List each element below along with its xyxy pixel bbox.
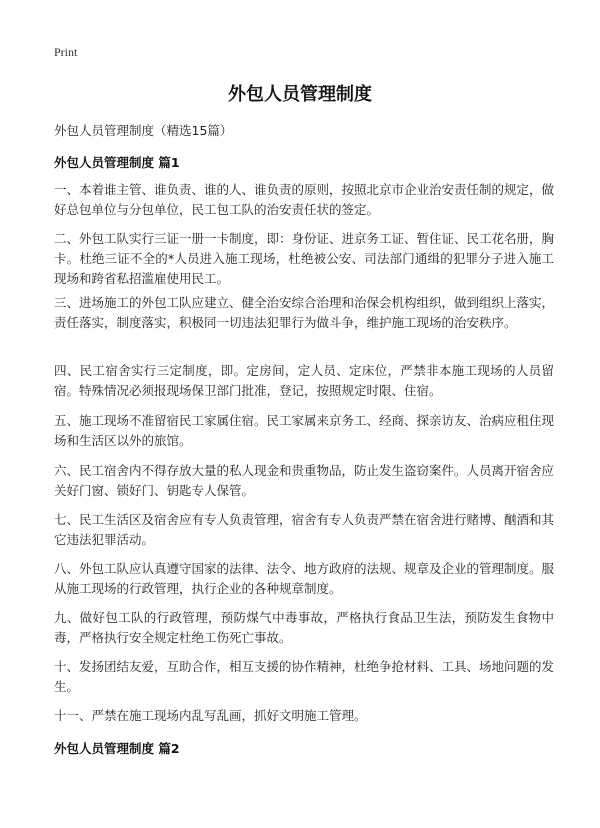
paragraph-11: 十一、严禁在施工现场内乱写乱画，抓好文明施工管理。 [54, 708, 367, 723]
paragraph-7: 七、民工生活区及宿舍应有专人负责管理，宿舍有专人负责严禁在宿舍进行赌博、酗酒和其它违法犯罪活动。 [54, 512, 555, 547]
section-heading-1: 外包人员管理制度 篇1 [54, 155, 180, 170]
print-label: Print [54, 45, 78, 59]
paragraph-6: 六、民工宿舍内不得存放大量的私人现金和贵重物品，防止发生盗窃案件。人员离开宿舍应关好门窗、锁好门、钥匙专人保管。 [54, 463, 555, 498]
paragraph-2: 二、外包工队实行三证一册一卡制度，即：身份证、进京务工证、暂住证、民工花名册，胸卡。杜绝三证不全的*人员进入施工现场，杜绝被公安、司法部门通缉的犯罪分子进入施工现场和跨省私招滥雇使用民工。 [54, 231, 555, 286]
paragraph-9: 九、做好包工队的行政管理，预防煤气中毒事故，严格执行食品卫生法，预防发生食物中毒，严格执行安全规定杜绝工伤死亡事故。 [54, 610, 554, 645]
paragraph-4: 四、民工宿舍实行三定制度，即。定房间，定人员、定床位，严禁非本施工现场的人员留宿。特殊情况必须报现场保卫部门批准，登记，按照规定时限、住宿。 [54, 363, 554, 398]
paragraph-1: 一、本着谁主管、谁负责、谁的人、谁负责的原则，按照北京市企业治安责任制的规定，做好总包单位与分包单位，民工包工队的治安责任状的签定。 [54, 182, 555, 217]
paragraph-5: 五、施工现场不准留宿民工家属住宿。民工家属来京务工、经商、探亲访友、治病应租住现场和生活区以外的旅馆。 [54, 413, 555, 448]
section-heading-2: 外包人员管理制度 篇2 [54, 741, 180, 756]
paragraph-10: 十、发扬团结友爱，互助合作，相互支援的协作精神，杜绝争抢材料、工具、场地问题的发生。 [54, 659, 555, 694]
paragraph-3: 三、进场施工的外包工队应建立、健全治安综合治理和治保会机构组织，做到组织上落实，责任落实，制度落实，积极同一切违法犯罪行为做斗争，维护施工现场的治安秩序。 [54, 295, 555, 330]
paragraph-8: 八、外包工队应认真遵守国家的法律、法令、地方政府的法规、规章及企业的管理制度。服从施工现场的行政管理，执行企业的各种规章制度。 [54, 561, 555, 596]
document-subtitle: 外包人员管理制度（精选15篇） [54, 123, 233, 138]
document-title: 外包人员管理制度 [228, 84, 372, 105]
